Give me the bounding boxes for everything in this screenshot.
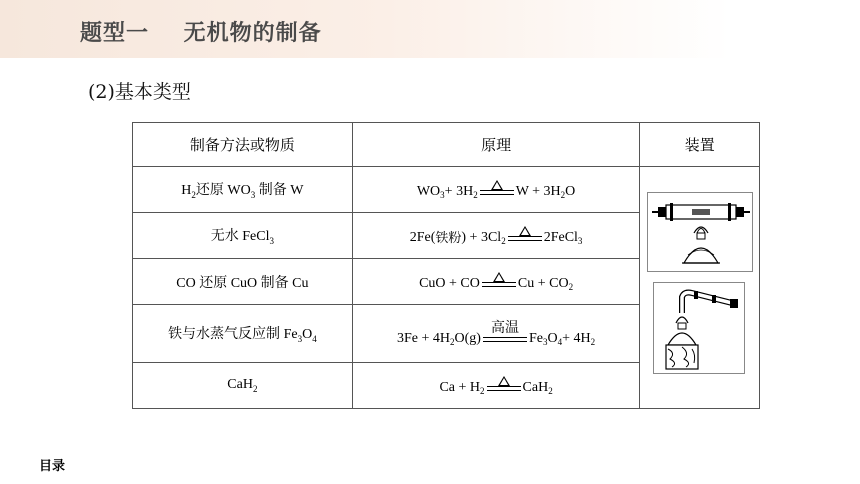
equation-subscript: 2 [590, 337, 596, 347]
reaction-condition-label: 高温 [490, 320, 519, 336]
header-method: 制备方法或物质 [133, 123, 353, 167]
reaction-condition-arrow [508, 226, 542, 246]
reaction-condition-arrow [483, 320, 527, 347]
method-text: 铁与水蒸气反应制 [168, 326, 281, 343]
method-subscript: 2 [191, 189, 196, 200]
method-text: WO [223, 183, 251, 199]
equation-reactant: + 3H [444, 183, 474, 199]
bent-tube-with-alcohol-burner-on-stand-icon [653, 282, 745, 374]
equation-cell [352, 167, 640, 213]
equation-reactant: 3Fe + 4H [397, 331, 451, 346]
section-subtitle: (2)基本类型 [88, 81, 191, 103]
equation-reactant: 2Fe( [409, 229, 436, 245]
heat-triangle-icon [493, 272, 505, 282]
method-text: Fe [280, 327, 298, 343]
method-cell [133, 305, 353, 363]
equation-cell [352, 363, 640, 409]
toc-link[interactable]: 目录 [39, 459, 66, 474]
method-text: CO [176, 275, 200, 291]
method-subscript: 2 [252, 383, 258, 394]
equation-subscript: 2 [560, 189, 566, 200]
method-cell [133, 213, 353, 259]
method-cell [133, 167, 353, 213]
method-text: FeCl [238, 229, 270, 245]
method-text: Cu [288, 275, 309, 291]
header-principle: 原理 [352, 123, 640, 167]
equation-reactant: WO [416, 183, 441, 199]
method-text: O [302, 327, 313, 343]
equation-subscript: 3 [577, 235, 583, 246]
page-title: 题型一 无机物的制备 [80, 21, 322, 46]
equation-product: O [547, 331, 558, 346]
table-row [133, 167, 760, 213]
equation-subscript: 2 [501, 235, 506, 246]
method-cell [133, 259, 353, 305]
equation-product: CaH [522, 379, 549, 395]
method-text: 制备 [258, 182, 287, 199]
equation-reactant: ) + 3Cl [461, 229, 502, 245]
equation-subscript: 2 [548, 385, 553, 396]
equation-reactant: 铁粉 [435, 230, 462, 246]
equation-subscript: 3 [542, 337, 548, 347]
reaction-condition-arrow [482, 272, 516, 292]
reaction-condition-arrow [480, 180, 514, 200]
equation-subscript: 2 [450, 337, 455, 347]
equation-product: O [565, 183, 576, 199]
method-text: CaH [227, 377, 253, 393]
equation-reactant: O(g) [454, 331, 481, 346]
apparatus-cell [640, 167, 760, 409]
method-subscript: 3 [269, 235, 274, 246]
reaction-condition-arrow [487, 376, 521, 396]
method-cell [133, 363, 353, 409]
heat-triangle-icon [491, 180, 503, 190]
method-text: CuO [227, 275, 261, 291]
equation-cell [352, 259, 640, 305]
table-header-row [133, 123, 760, 167]
method-text: W [286, 183, 304, 199]
equation-cell [352, 305, 640, 363]
heat-triangle-icon [519, 226, 531, 236]
equation-cell [352, 213, 640, 259]
equation-product: 2FeCl [543, 229, 578, 245]
equation-subscript: 3 [440, 189, 445, 200]
equation-reactant: Ca + H [439, 379, 481, 395]
equation-subscript: 2 [568, 281, 574, 292]
equation-subscript: 4 [557, 337, 563, 347]
method-subscript: 4 [312, 333, 317, 344]
equation-product: Cu + CO [517, 275, 569, 291]
equation-product: + 4H [562, 331, 591, 346]
equation-subscript: 2 [480, 385, 485, 396]
method-text: 还原 [195, 182, 224, 199]
method-text: H [181, 183, 192, 199]
heat-triangle-icon [498, 376, 510, 386]
method-subscript: 3 [297, 333, 303, 344]
method-text: 制备 [260, 274, 289, 291]
equation-subscript: 2 [473, 189, 478, 200]
method-text: 还原 [199, 274, 228, 291]
method-text: 无水 [210, 228, 239, 245]
tube-furnace-with-spirit-lamp-icon [647, 192, 753, 272]
preparation-table [132, 122, 760, 409]
method-subscript: 3 [250, 189, 256, 200]
equation-reactant: CuO + CO [419, 275, 480, 291]
equation-product: W + 3H [515, 183, 561, 199]
header-apparatus: 装置 [640, 123, 760, 167]
equation-product: Fe [528, 331, 543, 346]
